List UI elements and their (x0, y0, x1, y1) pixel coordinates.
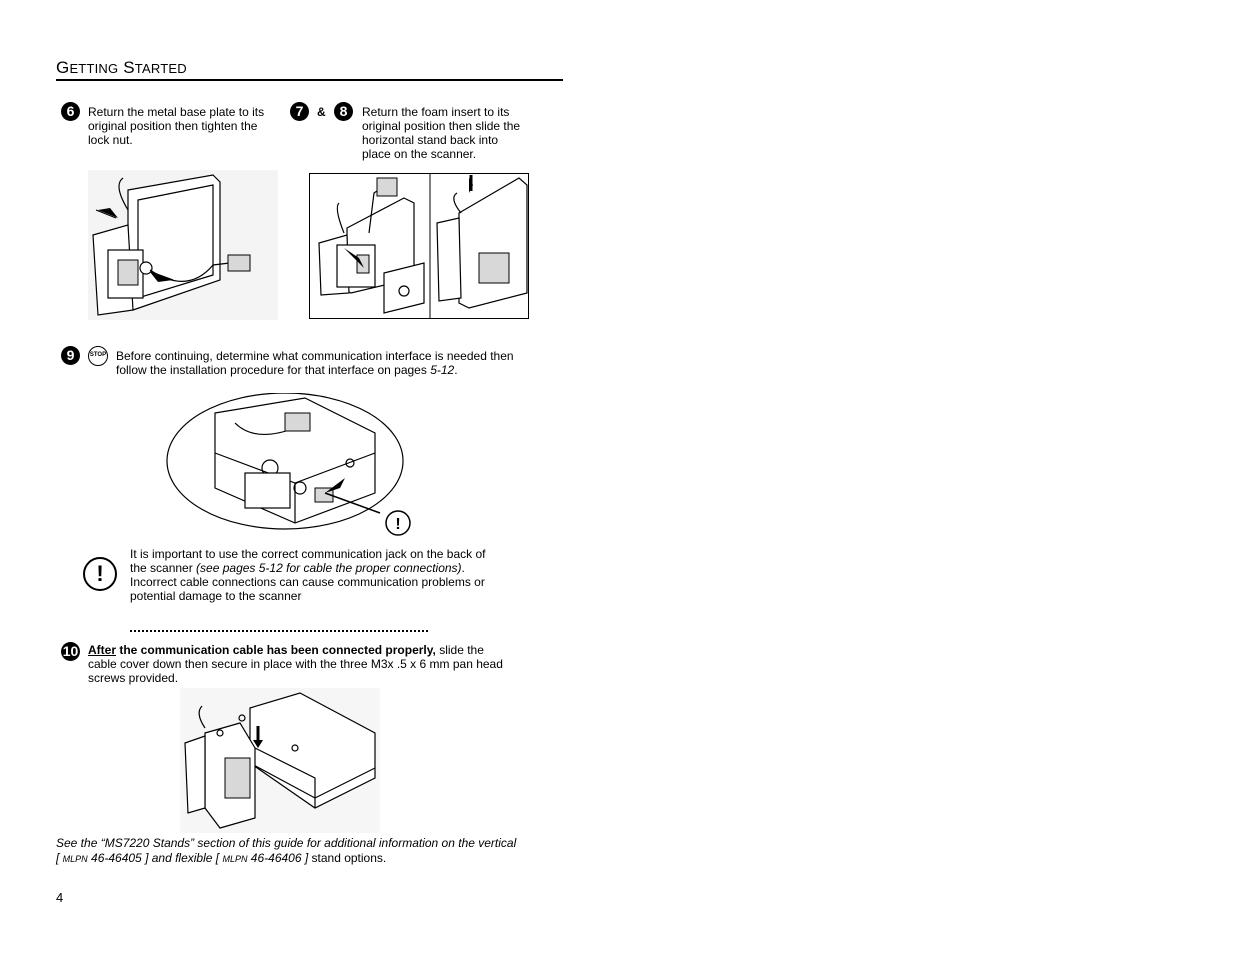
footnote-line-2: [ MLPN 46-46405 ] and flexible [ MLPN 46-46406 ] stand options. (56, 851, 387, 865)
step-7-number: 7 (290, 102, 309, 121)
footnote-line-1: See the “MS7220 Stands” section of this guide for additional information on the vertical (56, 836, 517, 850)
base-plate-illustration (88, 170, 278, 320)
foam-insert-illustration (309, 173, 529, 319)
step-9-text: Before continuing, determine what communication interface is needed then follow the installation procedure for that interface on pages 5-12. (116, 349, 514, 377)
section-title: GETTING STARTED (56, 58, 187, 77)
svg-text:!: ! (395, 516, 401, 533)
stop-icon: STOP (88, 346, 108, 366)
caution-icon: ! (83, 557, 117, 591)
page-number: 4 (56, 890, 64, 905)
step-7-8-text: Return the foam insert to its original position then slide the horizontal stand back into place on the scanner. (362, 105, 521, 161)
step-6-text: Return the metal base plate to its original position then tighten the lock nut. (88, 105, 265, 147)
cable-cover-illustration (180, 688, 380, 833)
ampersand: & (317, 105, 326, 119)
step-10-number: 10 (62, 643, 79, 659)
step-9-number: 9 (61, 346, 80, 365)
step-10-text: After the communication cable has been connected properly, slide the cable cover down then secure in place with the three M3x .5 x 6 mm pan head screws provided. (88, 643, 503, 685)
caution-text: It is important to use the correct communication jack on the back of the scanner (see pages 5-12 for cable the proper connections). Incorrect cable connections can cause communication problems or potential damage to the scanner (130, 547, 486, 603)
header-rule (56, 79, 563, 81)
dotted-divider (130, 630, 428, 632)
step-8-number: 8 (334, 102, 353, 121)
communication-jack-illustration (165, 393, 415, 538)
step-6-number: 6 (61, 102, 80, 121)
